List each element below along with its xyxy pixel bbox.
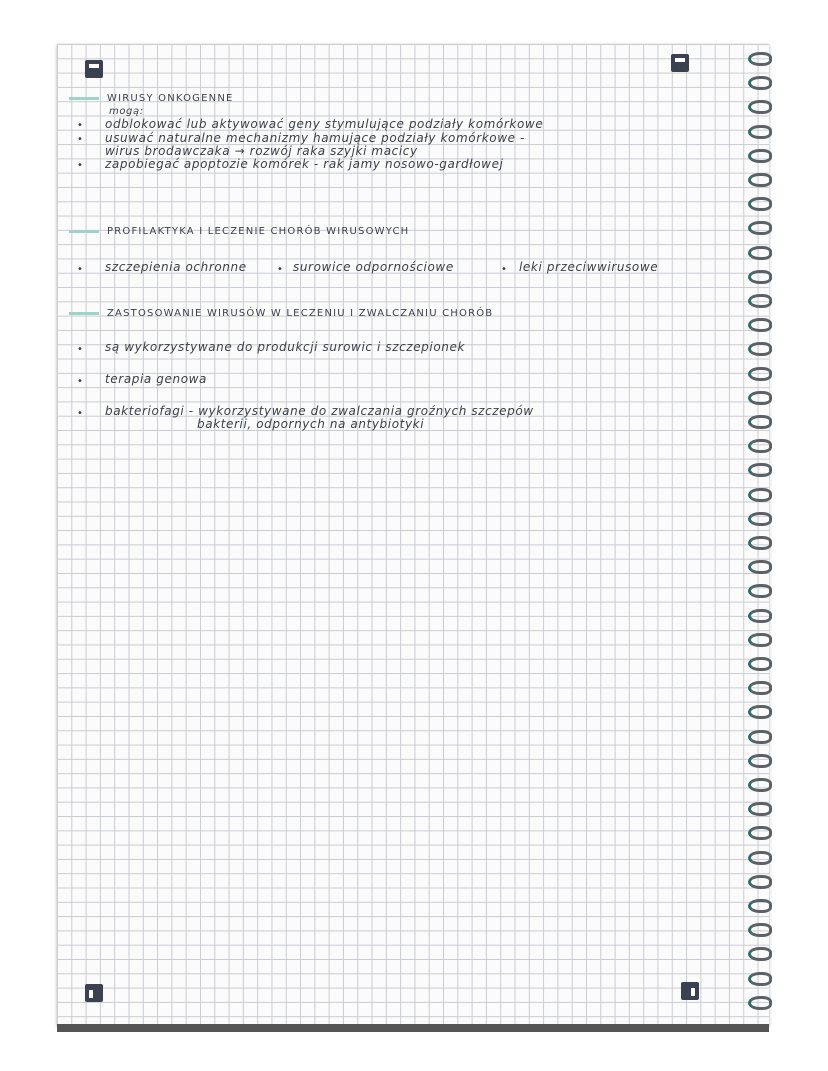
bullet: • xyxy=(77,160,83,171)
list-item: są wykorzystywane do produkcji surowic i szczepionek xyxy=(105,340,466,354)
corner-marker-icon xyxy=(85,984,103,1002)
list-item: leki przeciwwirusowe xyxy=(519,260,659,274)
spiral-ring xyxy=(748,730,772,744)
section-heading: WIRUSY ONKOGENNE xyxy=(107,93,234,104)
spiral-ring xyxy=(748,947,772,961)
heading-highlight xyxy=(69,230,99,233)
list-item: zapobiegać apoptozie komórek - rak jamy nosowo-gardłowej xyxy=(105,157,504,171)
heading-highlight xyxy=(69,97,99,100)
corner-marker-icon xyxy=(681,982,699,1000)
spiral-ring xyxy=(748,802,772,816)
spiral-ring xyxy=(748,221,772,235)
spiral-ring xyxy=(748,197,772,211)
spiral-binding xyxy=(748,52,778,1012)
list-item: szczepienia ochronne xyxy=(105,260,247,274)
spiral-ring xyxy=(748,488,772,502)
spiral-ring xyxy=(748,342,772,356)
heading-highlight xyxy=(69,312,99,315)
section-heading: ZASTOSOWANIE WIRUSÓW W LECZENIU I ZWALCZANIU CHORÓB xyxy=(107,308,494,319)
list-item: terapia genowa xyxy=(105,372,208,386)
list-item: surowice odpornościowe xyxy=(293,260,454,274)
bullet: • xyxy=(501,264,507,275)
spiral-ring xyxy=(748,246,772,260)
corner-marker-icon xyxy=(85,60,103,78)
spiral-ring xyxy=(748,754,772,768)
spiral-ring xyxy=(748,875,772,889)
spiral-ring xyxy=(748,52,772,66)
spiral-ring xyxy=(748,149,772,163)
bullet: • xyxy=(77,264,83,275)
spiral-ring xyxy=(748,439,772,453)
bullet: • xyxy=(277,264,283,275)
bullet: • xyxy=(77,134,83,145)
spiral-ring xyxy=(748,996,772,1010)
spiral-ring xyxy=(748,512,772,526)
spiral-ring xyxy=(748,76,772,90)
section-heading: PROFILAKTYKA I LECZENIE CHORÓB WIRUSOWYCH xyxy=(107,226,410,237)
spiral-ring xyxy=(748,826,772,840)
spiral-ring xyxy=(748,778,772,792)
spiral-ring xyxy=(748,851,772,865)
bullet: • xyxy=(77,376,83,387)
spiral-ring xyxy=(748,657,772,671)
list-item: bakteriofagi - wykorzystywane do zwalczania groźnych szczepów xyxy=(105,404,534,418)
spiral-ring xyxy=(748,972,772,986)
spiral-ring xyxy=(748,633,772,647)
spiral-ring xyxy=(748,415,772,429)
notebook-page xyxy=(57,44,769,1026)
bullet: • xyxy=(77,344,83,355)
list-item: bakterii, odpornych na antybiotyki xyxy=(197,417,425,431)
list-item: odblokować lub aktywować geny stymulujące podziały komórkowe xyxy=(105,117,544,131)
spiral-ring xyxy=(748,125,772,139)
spiral-ring xyxy=(748,705,772,719)
bullet: • xyxy=(77,408,83,419)
list-item: usuwać naturalne mechanizmy hamujące podziały komórkowe - xyxy=(105,131,525,145)
spiral-ring xyxy=(748,270,772,284)
spiral-ring xyxy=(748,536,772,550)
spiral-ring xyxy=(748,463,772,477)
spiral-ring xyxy=(748,584,772,598)
spiral-ring xyxy=(748,318,772,332)
spiral-ring xyxy=(748,609,772,623)
spiral-ring xyxy=(748,899,772,913)
list-item: wirus brodawczaka → rozwój raka szyjki macicy xyxy=(105,144,418,158)
intro-text: mogą: xyxy=(109,106,144,117)
spiral-ring xyxy=(748,391,772,405)
corner-marker-icon xyxy=(671,54,689,72)
spiral-ring xyxy=(748,100,772,114)
bullet: • xyxy=(77,120,83,131)
spiral-ring xyxy=(748,173,772,187)
spiral-ring xyxy=(748,294,772,308)
spiral-ring xyxy=(748,681,772,695)
spiral-ring xyxy=(748,560,772,574)
spiral-ring xyxy=(748,367,772,381)
spiral-ring xyxy=(748,923,772,937)
